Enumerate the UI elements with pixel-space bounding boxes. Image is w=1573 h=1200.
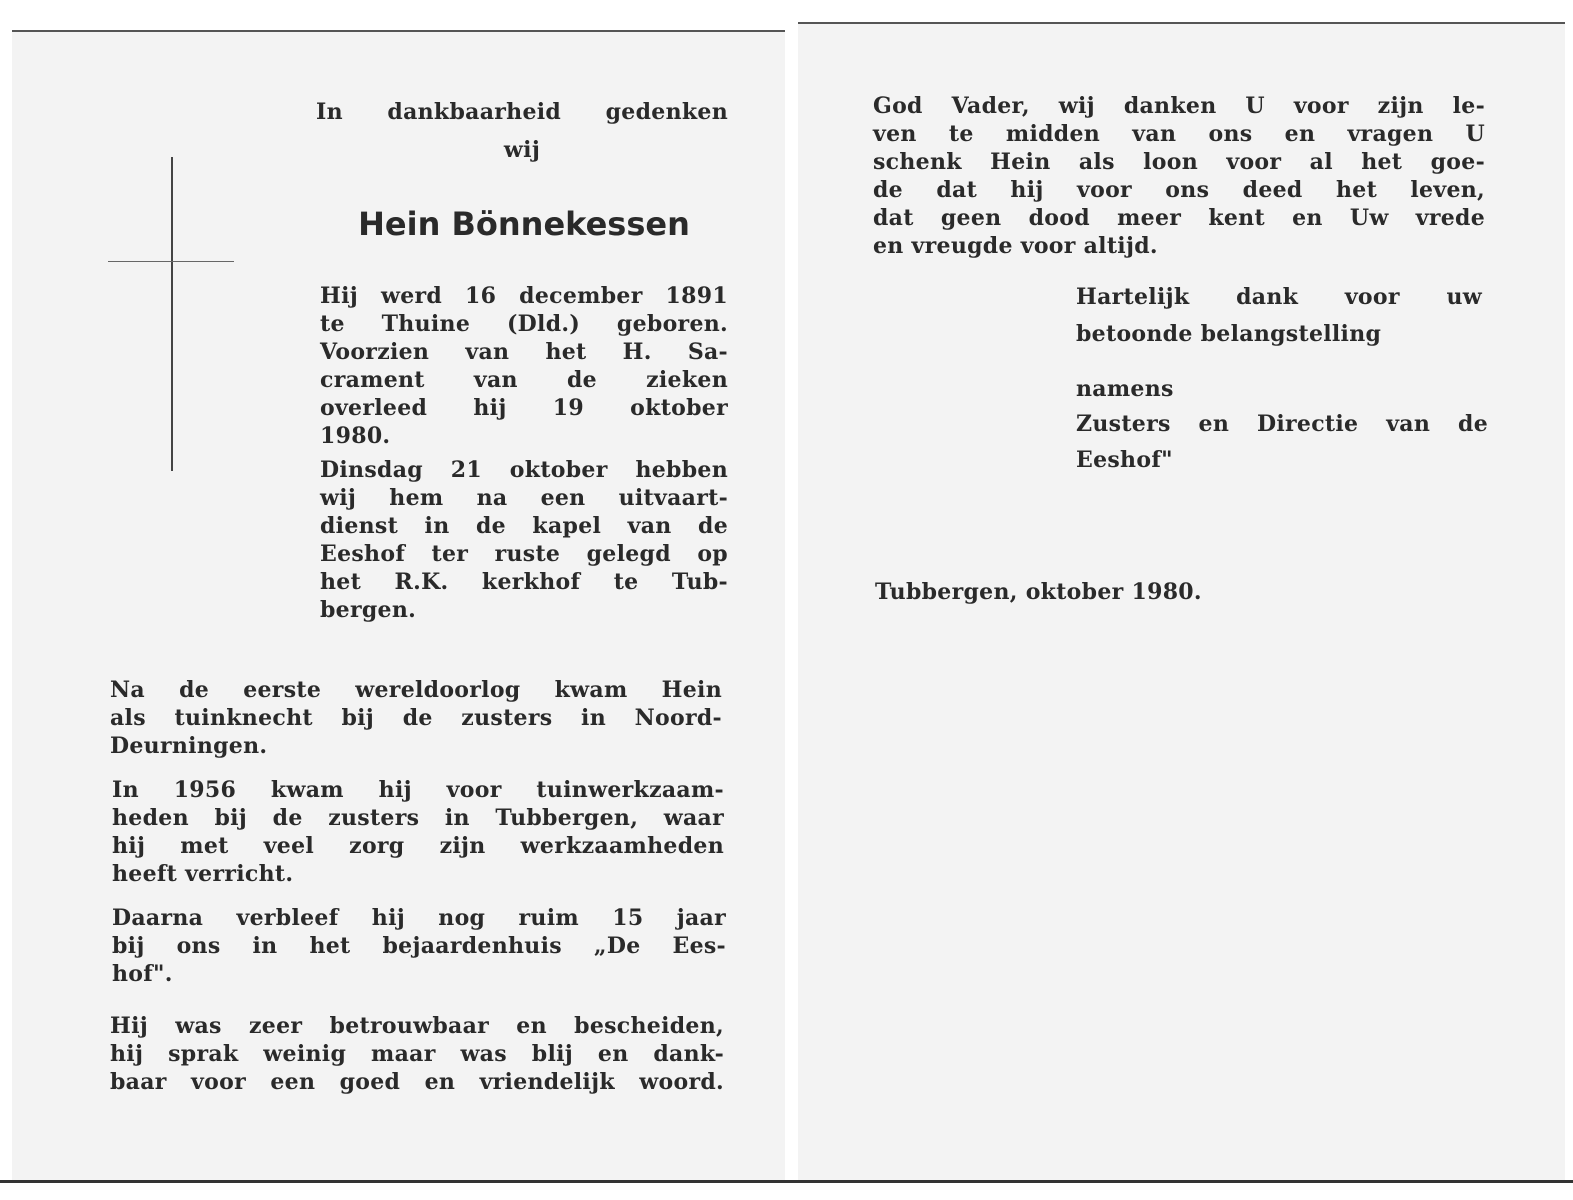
text-line: wij hem na een uitvaart- — [320, 485, 728, 511]
text-line: Deurningen. — [110, 733, 268, 759]
text-line: hof". — [112, 961, 173, 987]
place-date — [875, 578, 1275, 606]
cross-icon-horizontal — [108, 261, 234, 262]
text-line: Zusters en Directie van de — [1076, 411, 1488, 437]
text-line: Eeshof" — [1076, 447, 1173, 473]
text-line: de dat hij voor ons deed het leven, — [873, 177, 1485, 203]
text-line: Daarna verbleef hij nog ruim 15 jaar — [112, 905, 726, 931]
text-line: Voorzien van het H. Sa- — [320, 339, 728, 365]
text-line: en vreugde voor altijd. — [873, 233, 1158, 259]
text-line: als tuinknecht bij de zusters in Noord- — [110, 705, 722, 731]
text-line: Hij werd 16 december 1891 — [320, 283, 728, 309]
text-line: het R.K. kerkhof te Tub- — [320, 569, 728, 595]
text-line: Hartelijk dank voor uw — [1076, 284, 1482, 310]
paragraph-life-3 — [112, 904, 726, 988]
place-date-line: Tubbergen, oktober 1980. — [875, 579, 1202, 605]
text-line: In 1956 kwam hij voor tuinwerkzaam- — [112, 777, 724, 803]
text-line: schenk Hein als loon voor al het goe- — [873, 149, 1485, 175]
paragraph-character — [110, 1012, 724, 1096]
paragraph-life-2 — [112, 776, 724, 888]
text-line: heden bij de zusters in Tubbergen, waar — [112, 805, 724, 831]
text-line: Dinsdag 21 oktober hebben — [320, 457, 728, 483]
intro-line: In dankbaarheid gedenken — [316, 99, 728, 125]
namens-label: namens — [1076, 376, 1174, 402]
sender — [1076, 375, 1488, 474]
text-line: te Thuine (Dld.) geboren. — [320, 311, 728, 337]
text-line: dienst in de kapel van de — [320, 513, 728, 539]
prayer — [873, 92, 1485, 260]
text-line: God Vader, wij danken U voor zijn le- — [873, 93, 1485, 119]
text-line: ven te midden van ons en vragen U — [873, 121, 1485, 147]
text-line: bij ons in het bejaardenhuis „De Ees- — [112, 933, 726, 959]
text-line: crament van de zieken — [320, 367, 728, 393]
text-line: bergen. — [320, 597, 417, 623]
paragraph-funeral — [320, 456, 728, 624]
text-line: baar voor een goed en vriendelijk woord. — [110, 1069, 724, 1095]
text-line: Na de eerste wereldoorlog kwam Hein — [110, 677, 722, 703]
text-line: hij met veel zorg zijn werkzaamheden — [112, 833, 724, 859]
text-line: dat geen dood meer kent en Uw vrede — [873, 205, 1485, 231]
paragraph-birth-death — [320, 282, 728, 450]
text-line: heeft verricht. — [112, 861, 294, 887]
card-bottom-edge — [0, 1180, 1573, 1183]
intro-text — [316, 98, 728, 164]
text-line: Eeshof ter ruste gelegd op — [320, 541, 728, 567]
paragraph-life-1 — [110, 676, 722, 760]
text-line: betoonde belangstelling — [1076, 321, 1382, 347]
thanks — [1076, 283, 1482, 348]
deceased-name: Hein Bönnekessen — [358, 205, 690, 243]
cross-icon-vertical — [171, 157, 173, 471]
intro-line: wij — [503, 137, 541, 163]
text-line: hij sprak weinig maar was blij en dank- — [110, 1041, 724, 1067]
text-line: 1980. — [320, 423, 391, 449]
text-line: Hij was zeer betrouwbaar en bescheiden, — [110, 1013, 724, 1039]
text-line: overleed hij 19 oktober — [320, 395, 728, 421]
